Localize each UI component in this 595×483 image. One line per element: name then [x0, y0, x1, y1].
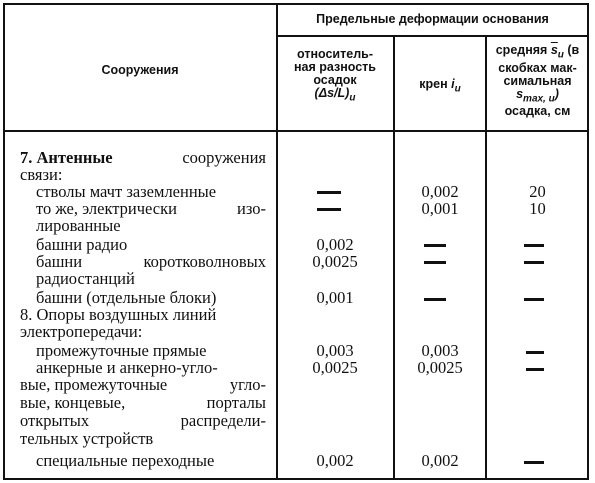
cell-value: 0,0025 — [312, 252, 358, 271]
section-8-title: 8. Опоры воздушных линий — [20, 305, 217, 324]
row-mast-insulated-cont: лированные — [36, 216, 121, 235]
cell-dash — [424, 298, 446, 301]
cell-value: 0,002 — [421, 182, 459, 201]
group-header-divider — [276, 35, 589, 37]
cell-value: 0,0025 — [417, 358, 463, 377]
row-mast-grounded: стволы мачт заземленные — [36, 182, 217, 201]
group-title: Предельные деформации основания — [316, 12, 549, 26]
cell-dash — [524, 298, 544, 301]
cell-dash — [524, 461, 544, 464]
cell-dash — [524, 261, 544, 264]
row-anchor-cont-1: вые, промежуточные угло- — [20, 375, 266, 394]
row-anchor-cont-2: вые, концевые, порталы — [20, 393, 266, 412]
row-shortwave-tower-cont: радиостанций — [36, 269, 135, 288]
cell-value: 0,001 — [316, 288, 354, 307]
col-divider-2 — [393, 36, 395, 479]
cell-dash — [424, 244, 446, 247]
cell-value: 0,002 — [421, 451, 459, 470]
col-tilt-header: крен $i_u$ — [419, 77, 461, 95]
cell-dash — [524, 244, 544, 247]
col-avg-header: средняя $\overline{s}_u$ (в скобках мак- симальная $s_{max, u}$) осадка, см — [495, 43, 580, 118]
section-7-subtitle: связи: — [20, 165, 63, 184]
col-relative-header: относитель- ная разность осадок $(\Delta s/L)_u$ — [293, 47, 376, 104]
cell-value: 10 — [529, 199, 546, 218]
section-7-title: 7. Антенные сооружения — [20, 148, 266, 167]
cell-value: 0,003 — [316, 341, 354, 360]
cell-value: 0,002 — [316, 235, 354, 254]
cell-dash — [526, 351, 544, 354]
row-mast-insulated: то же, электрически изо- — [36, 199, 266, 218]
col-structure-header: Сооружения — [101, 63, 179, 77]
row-intermediate-straight: промежуточные прямые — [36, 341, 207, 360]
row-shortwave-tower: башни коротковолновых — [36, 252, 266, 271]
cell-value: 0,001 — [421, 199, 459, 218]
section-8-subtitle: электропередачи: — [20, 322, 143, 341]
cell-value: 0,0025 — [312, 358, 358, 377]
cell-value: 0,003 — [421, 341, 459, 360]
cell-value: 20 — [529, 182, 546, 201]
row-anchor-cont-3: открытых распредели- — [20, 411, 266, 430]
row-anchor: анкерные и анкерно-угло- — [36, 358, 218, 377]
cell-dash — [317, 191, 341, 194]
cell-dash — [424, 261, 446, 264]
cell-value: 0,002 — [316, 451, 354, 470]
header-bottom-divider — [4, 130, 589, 132]
row-special-crossing: специальные переходные — [36, 451, 215, 470]
row-radio-tower: башни радио — [36, 235, 128, 254]
cell-dash — [317, 208, 341, 211]
row-tower-blocks: башни (отдельные блоки) — [36, 288, 217, 307]
cell-dash — [526, 368, 544, 371]
row-anchor-cont-4: тельных устройств — [20, 429, 154, 448]
